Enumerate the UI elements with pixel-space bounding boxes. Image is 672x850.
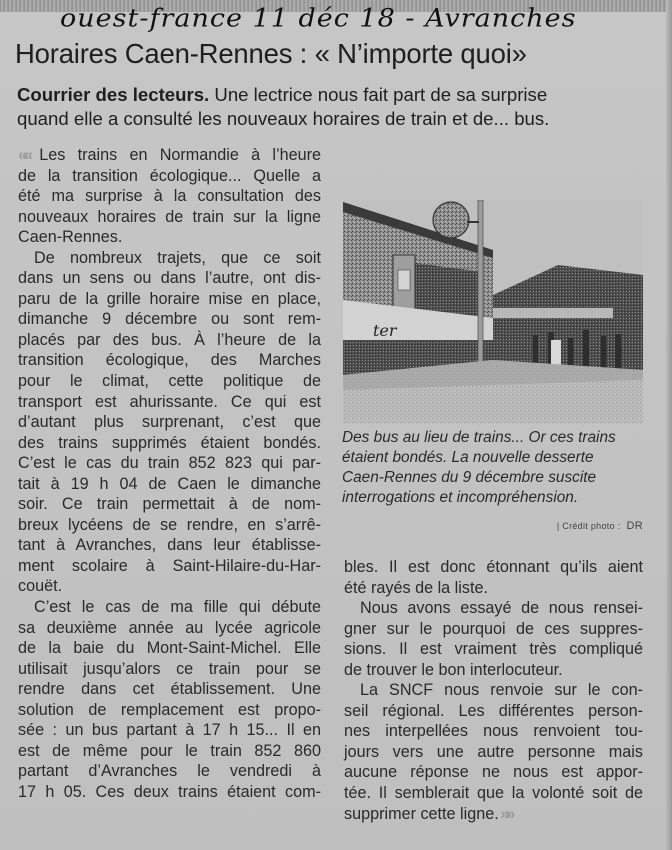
- article-text-line: [344, 557, 643, 578]
- article-text-line: [18, 207, 321, 228]
- article-text-line: [18, 535, 321, 556]
- article-text-line: [344, 762, 643, 783]
- article-text-line: [18, 371, 321, 392]
- line-text: solution de remplacement est propo-: [18, 700, 321, 719]
- article-text-line: [18, 166, 321, 187]
- line-text: transition écologique, des Marches: [18, 351, 321, 370]
- article-text-line: [18, 638, 321, 659]
- article-text-line: [344, 742, 643, 763]
- line-text: bles. Il est donc étonnant qu’ils aient: [344, 558, 643, 576]
- line-text: rendre dans cet établissement. Une: [18, 680, 321, 699]
- article-text-line: [18, 576, 321, 597]
- caption-line: Des bus au lieu de trains... Or ces trains: [342, 429, 616, 446]
- line-text: La SNCF nous renvoie sur le con-: [360, 681, 643, 700]
- article-text-line: [18, 494, 321, 515]
- credit-label: | Crédit photo :: [556, 521, 621, 531]
- closing-quote-mark: »»: [498, 804, 513, 823]
- article-headline: Horaires Caen-Rennes : « N’importe quoi»: [15, 38, 527, 69]
- article-lead: [17, 83, 657, 131]
- ter-logo: ter: [373, 321, 397, 340]
- handwritten-source-note: ouest-france 11 déc 18 - Avranches: [60, 3, 577, 34]
- article-text-line: [18, 659, 321, 680]
- article-text-line: [18, 618, 321, 639]
- article-text-line: [344, 804, 643, 825]
- line-text: nes interpellées nous renvoient tou-: [344, 722, 643, 741]
- line-text: seil régional. Les différentes person-: [344, 701, 643, 720]
- article-text-line: [18, 248, 321, 269]
- article-text-line: [18, 227, 321, 248]
- line-text: de la transition écologique... Quelle a: [18, 166, 321, 185]
- line-text: placés par des bus. À l’heure de la: [18, 330, 321, 349]
- article-text-line: [18, 330, 321, 351]
- article-text-line: [18, 145, 321, 166]
- article-text-line: [18, 700, 321, 721]
- line-text: sions. Il est vraiment très compliqué: [344, 640, 643, 659]
- line-text: Les trains en Normandie à l’heure: [39, 146, 321, 164]
- line-text: de la baie du Mont-Saint-Michel. Elle: [18, 639, 321, 658]
- credit-value: DR: [626, 520, 643, 532]
- article-text-line: [344, 660, 643, 681]
- lead-line1: Une lectrice nous fait part de sa surprise: [209, 84, 548, 105]
- article-text-line: [18, 741, 321, 762]
- article-photo: [343, 200, 643, 423]
- line-text: est de même pour le train 852 860: [18, 741, 321, 760]
- line-text: pour le climat, cette politique de: [18, 372, 321, 391]
- line-text: été rayés de la liste.: [344, 578, 488, 597]
- train-station-photo: [343, 200, 643, 423]
- article-text-line: [18, 597, 321, 618]
- line-text: couët.: [18, 577, 63, 596]
- article-text-line: [18, 433, 321, 454]
- line-text: des trains supprimés étaient bondés.: [18, 433, 321, 452]
- line-text: C’est le cas de ma fille qui débute: [34, 598, 321, 617]
- article-text-line: [18, 392, 321, 413]
- photo-caption: [342, 428, 642, 508]
- line-text: breux lycéens de se rendre, en s’arrê-: [18, 515, 321, 534]
- article-text-line: [18, 350, 321, 371]
- article-text-line: [344, 578, 643, 599]
- line-text: été ma surprise à la consultation des: [18, 187, 321, 206]
- article-text-line: [18, 556, 321, 577]
- line-text: De nombreux trajets, que ce soit: [34, 248, 321, 267]
- line-text: dans un sens ou dans l’autre, ont dis-: [18, 269, 321, 288]
- line-text: transport est ahurissante. Ce qui est: [18, 392, 321, 411]
- article-text-line: [18, 412, 321, 433]
- line-text: aucune réponse ne nous est appor-: [344, 763, 643, 782]
- line-text: Caen-Rennes.: [18, 228, 123, 247]
- line-text: de trouver le bon interlocuteur.: [344, 660, 563, 679]
- line-text: sée : un bus partant à 17 h 15... Il en: [18, 721, 321, 740]
- opening-quote-mark: ««: [18, 146, 40, 164]
- photo-credit: [540, 520, 643, 532]
- line-text: ment scolaire à Saint-Hilaire-du-Har-: [18, 556, 321, 575]
- article-text-line: [344, 783, 643, 804]
- line-text: utilisait jusqu’alors ce train pour se: [18, 659, 321, 678]
- caption-line: étaient bondés. La nouvelle desserte: [342, 449, 594, 466]
- line-text: C’est le cas du train 852 823 qui par-: [18, 454, 321, 473]
- line-text: tée. Il semblerait que la volonté soit de: [344, 784, 643, 803]
- article-text-line: [18, 474, 321, 495]
- caption-line: interrogations et incompréhension.: [342, 489, 579, 506]
- line-text: 17 h 05. Ces deux trains étaient com-: [18, 782, 321, 801]
- line-text: partant d’Avranches le vendredi à: [18, 762, 321, 781]
- article-text-line: [18, 720, 321, 741]
- line-text: gner sur le pourquoi de ces suppres-: [344, 619, 643, 638]
- lead-rubric: Courrier des lecteurs.: [17, 84, 210, 105]
- article-text-line: [18, 186, 321, 207]
- line-text: supprimer cette ligne.: [344, 804, 499, 823]
- line-text: tait à 19 h 04 de Caen le dimanche: [18, 474, 321, 493]
- article-text-line: [344, 598, 643, 619]
- article-text-line: [18, 679, 321, 700]
- line-text: nouveaux horaires de train sur la ligne: [18, 207, 321, 226]
- article-text-line: [344, 680, 643, 701]
- article-text-line: [344, 701, 643, 722]
- article-text-line: [18, 515, 321, 536]
- article-text-line: [18, 782, 321, 803]
- caption-line: Caen-Rennes du 9 décembre suscite: [342, 469, 597, 486]
- scan-right-edge: [666, 0, 672, 850]
- article-text-line: [18, 761, 321, 782]
- line-text: paru de la grille horaire mise en place,: [18, 289, 321, 308]
- line-text: sa deuxième année au lycée agricole: [18, 618, 321, 637]
- article-text-line: [344, 721, 643, 742]
- line-text: jours vers une autre personne mais: [344, 742, 643, 761]
- article-text-line: [18, 309, 321, 330]
- lead-line2: quand elle a consulté les nouveaux horaires de train et de... bus.: [17, 108, 550, 129]
- line-text: dimanche 9 décembre ou sont rem-: [18, 310, 321, 329]
- article-text-line: [18, 453, 321, 474]
- line-text: d’autant plus surprenant, c’est que: [18, 413, 321, 432]
- line-text: Nous avons essayé de nous rensei-: [360, 599, 643, 618]
- article-column-right: [344, 557, 643, 824]
- line-text: soir. Ce train permettait à de nom-: [18, 495, 321, 514]
- article-text-line: [18, 289, 321, 310]
- line-text: tant à Avranches, dans leur établisse-: [18, 536, 321, 555]
- article-text-line: [344, 619, 643, 640]
- article-text-line: [18, 268, 321, 289]
- article-column-left: [18, 145, 321, 803]
- article-text-line: [344, 639, 643, 660]
